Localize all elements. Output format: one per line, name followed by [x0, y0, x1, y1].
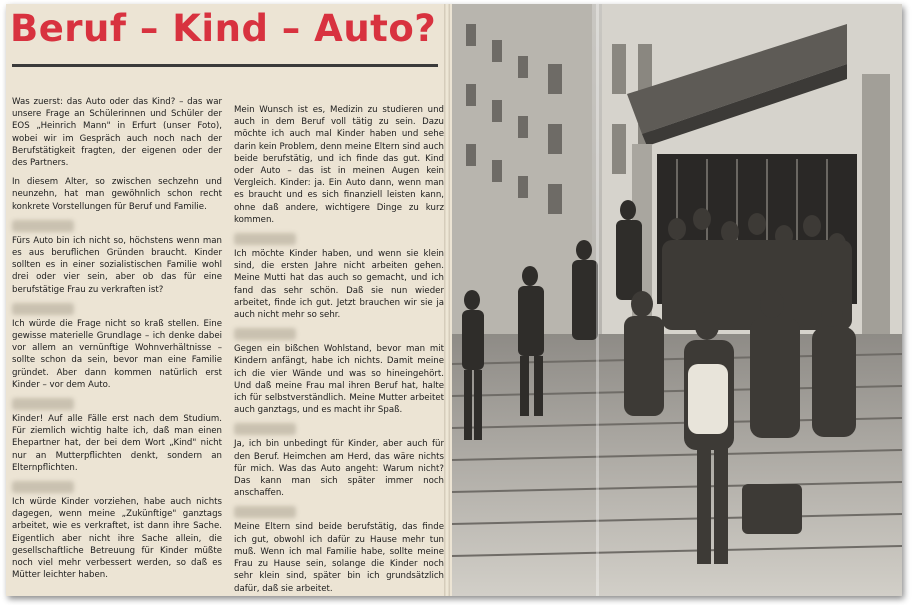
headline-rule	[12, 64, 438, 67]
group-photo	[452, 4, 902, 596]
statement-7: Gegen ein bißchen Wohlstand, bevor man mit Kindern anfängt, habe ich nichts. Damit meine ich die vier Wände und was so hineingehört. Und daß meine Frau mal ihren Beruf hat, halte ich für selbstverständlich. Meine Mutter arbeitet auch ganztags, und es macht ihr Spaß.	[234, 344, 444, 416]
page-crease	[596, 4, 599, 596]
page-fold	[444, 4, 450, 596]
blurred-name	[234, 233, 296, 245]
intro-paragraph-2: In diesem Alter, so zwischen sechzehn und neunzehn, hat man gewöhnlich schon recht konkrete Vorstellungen für Beruf und Familie.	[12, 177, 222, 212]
statement-6: Ich möchte Kinder haben, und wenn sie klein sind, die ersten Jahre nicht arbeiten gehen. Meine Mutti hat das auch so gemacht, und ich fand das sehr schön. Daß sie nun wieder arbeitet, finde ich gut. Jetzt brauchen wir sie ja auch nicht mehr so sehr.	[234, 249, 444, 321]
blurred-name	[12, 220, 74, 232]
blurred-name	[12, 481, 74, 493]
blurred-name	[234, 506, 296, 518]
blurred-name	[12, 398, 74, 410]
headline: Beruf – Kind – Auto?	[10, 7, 437, 50]
article-column-right	[234, 104, 444, 596]
statement-5: Mein Wunsch ist es, Medizin zu studieren und auch in dem Beruf voll tätig zu sein. Dazu möchte ich auch mal Kinder haben und sehe darin kein Problem, denn meine Eltern sind auch beide berufstätig, und ich finde das gut. Kind oder Auto – das ist in meinen Augen kein Vergleich. Kinder: ja. Ein Auto dann, wenn man es braucht und es sich finanziell leisten kann, ohne daß andere, wichtigere Dinge zu kurz kommen.	[234, 105, 444, 225]
statement-2: Ich würde die Frage nicht so kraß stellen. Eine gewisse materielle Grundlage – ich denke dabei vor allem an vernünftige Wohnverhältnisse – sollte schon da sein, bevor man eine Familie gründet. Aber dann kommen natürlich erst Kinder – vor dem Auto.	[12, 318, 222, 390]
blurred-name	[12, 303, 74, 315]
blurred-name	[234, 328, 296, 340]
blurred-name	[234, 423, 296, 435]
statement-8: Ja, ich bin unbedingt für Kinder, aber auch für den Beruf. Heimchen am Herd, das wäre nichts für mich. Was das Auto angeht: Warum nicht? Das kann man sich später immer noch anschaffen.	[234, 439, 444, 499]
article-column-left	[12, 96, 222, 589]
statement-1: Fürs Auto bin ich nicht so, höchstens wenn man es aus beruflichen Gründen braucht. Kinder sollten es in einer sozialistischen Familie wohl drei oder vier sein, aber ob das für eine berufstätige Frau zu verkraften ist?	[12, 235, 222, 295]
statement-9: Meine Eltern sind beide berufstätig, das finde ich gut, obwohl ich dafür zu Hause mehr tun muß. Wenn ich mal Familie habe, sollte meine Frau zu Hause sein, solange die Kinder noch sehr klein sind, später bin ich grundsätzlich dafür, daß sie arbeitet.	[234, 522, 444, 594]
statement-3: Kinder! Auf alle Fälle erst nach dem Studium. Für ziemlich wichtig halte ich, daß man einen Ehepartner hat, der bei dem Wort „Kind" nicht nur an Mutterpflichten denkt, sondern an Elternpflichten.	[12, 414, 222, 473]
intro-paragraph-1: Was zuerst: das Auto oder das Kind? – das war unsere Frage an Schülerinnen und Schüler der EOS „Heinrich Mann" in Erfurt (unser Foto), wobei wir im Gespräch auch noch nach der Berufstätigkeit fragten, der eigenen oder der des Partners.	[12, 97, 222, 169]
newspaper-clipping	[6, 4, 902, 596]
statement-4: Ich würde Kinder vorziehen, habe auch nichts dagegen, wenn meine „Zukünftige" ganztags arbeitet, wie es verkraftet, ist dann ihre Sache. Eigentlich aber nicht ihre Sache allein, die gesellschaftliche Betreuung für Kinder müßte noch viel mehr verbessert werden, so daß es Mütter leichter haben.	[12, 497, 222, 581]
